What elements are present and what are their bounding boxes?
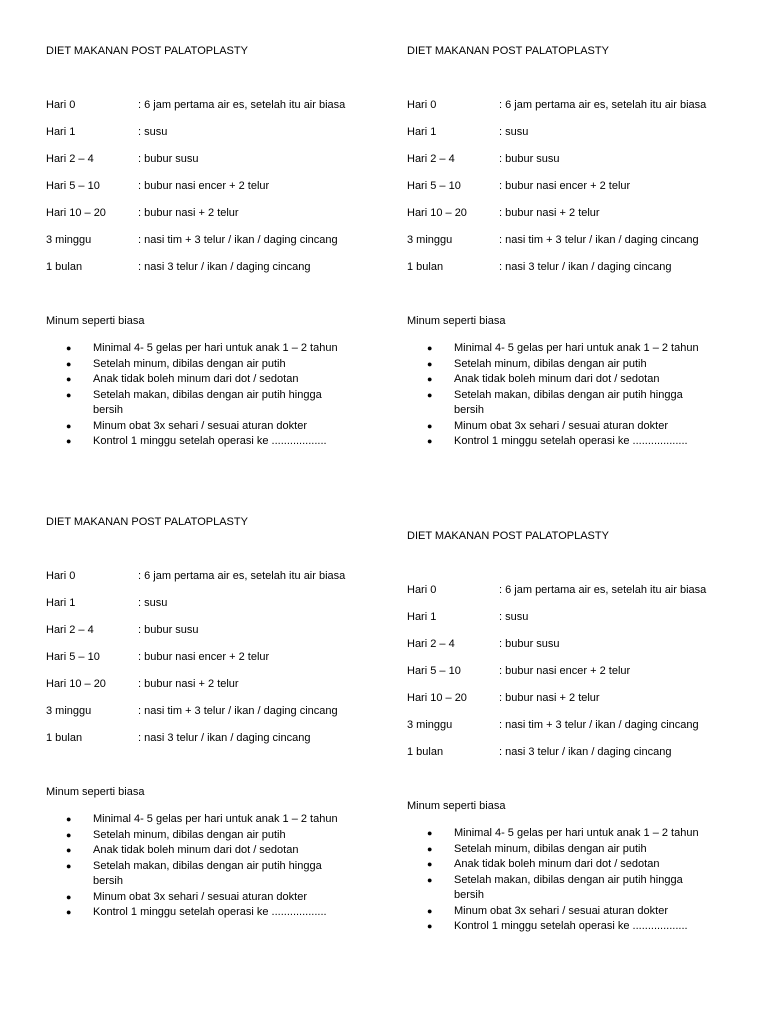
schedule-day: Hari 0 — [46, 570, 76, 582]
schedule-row — [407, 152, 747, 167]
list-item — [407, 842, 747, 858]
schedule-food: : nasi 3 telur / ikan / daging cincang — [138, 261, 311, 273]
instruction-text: Kontrol 1 minggu setelah operasi ke .................. — [93, 435, 327, 447]
card-title: DIET MAKANAN POST PALATOPLASTY — [407, 530, 609, 542]
schedule-day: 1 bulan — [407, 261, 444, 273]
schedule-row — [407, 233, 747, 248]
schedule-day: Hari 1 — [407, 611, 437, 623]
schedule-day: Hari 10 – 20 — [407, 692, 467, 704]
list-item — [407, 919, 747, 935]
bullet-icon: ● — [427, 843, 433, 854]
instruction-text: Setelah minum, dibilas dengan air putih — [454, 357, 647, 370]
list-item — [407, 857, 747, 873]
schedule-food: : nasi tim + 3 telur / ikan / daging cincang — [499, 234, 699, 246]
card-title: DIET MAKANAN POST PALATOPLASTY — [46, 516, 248, 528]
schedule-food: : nasi tim + 3 telur / ikan / daging cincang — [138, 234, 338, 246]
schedule-day: Hari 2 – 4 — [407, 153, 455, 165]
bullet-icon: ● — [66, 907, 72, 917]
instruction-text: Setelah minum, dibilas dengan air putih — [93, 828, 286, 841]
schedule-row — [46, 179, 386, 194]
bullet-icon: ● — [66, 389, 72, 400]
bullet-icon: ● — [66, 358, 72, 369]
instruction-text: Minimal 4- 5 gelas per hari untuk anak 1 – 2 tahun — [93, 342, 338, 354]
instruction-list — [407, 826, 747, 935]
instruction-text: Kontrol 1 minggu setelah operasi ke .................. — [454, 435, 688, 447]
schedule-row — [46, 125, 386, 140]
bullet-icon: ● — [66, 860, 72, 871]
list-item — [46, 341, 386, 357]
schedule-row — [407, 718, 747, 733]
instruction-text: Kontrol 1 minggu setelah operasi ke .................. — [454, 920, 688, 932]
list-item — [407, 372, 747, 388]
schedule-row — [46, 206, 386, 221]
bullet-icon: ● — [427, 874, 433, 885]
bullet-icon: ● — [427, 420, 433, 431]
schedule-food: : 6 jam pertama air es, setelah itu air biasa — [499, 584, 707, 596]
schedule-day: Hari 0 — [407, 584, 437, 596]
list-item — [46, 419, 386, 435]
bullet-icon: ● — [66, 829, 72, 840]
schedule-day: Hari 2 – 4 — [46, 624, 94, 636]
schedule-food: : susu — [499, 611, 529, 623]
schedule-row — [46, 623, 386, 638]
schedule-row — [407, 691, 747, 706]
instruction-text: Setelah minum, dibilas dengan air putih — [454, 842, 647, 855]
schedule-day: 1 bulan — [46, 732, 83, 744]
schedule-food: : bubur nasi encer + 2 telur — [499, 180, 631, 192]
drink-heading: Minum seperti biasa — [407, 315, 506, 327]
list-item — [46, 890, 386, 906]
list-item — [46, 357, 386, 373]
schedule-day: Hari 10 – 20 — [46, 207, 106, 219]
instruction-text: Minimal 4- 5 gelas per hari untuk anak 1 – 2 tahun — [93, 813, 338, 825]
schedule-row — [407, 583, 747, 598]
instruction-text: Anak tidak boleh minum dari dot / sedotan — [93, 844, 299, 856]
schedule-row — [46, 233, 386, 248]
diet-card-3 — [46, 515, 386, 921]
bullet-icon: ● — [427, 905, 433, 916]
instruction-text: Minum obat 3x sehari / sesuai aturan dokter — [93, 890, 308, 903]
instruction-text: Setelah makan, dibilas dengan air putih hingga bersih — [93, 859, 322, 887]
schedule-day: Hari 1 — [46, 597, 76, 609]
list-item — [46, 434, 386, 450]
schedule-day: Hari 1 — [407, 126, 437, 138]
instruction-text: Anak tidak boleh minum dari dot / sedotan — [93, 373, 299, 385]
diet-card-4 — [407, 529, 747, 935]
bullet-icon: ● — [427, 389, 433, 400]
schedule-day: Hari 2 – 4 — [46, 153, 94, 165]
bullet-icon: ● — [427, 343, 433, 353]
drink-heading: Minum seperti biasa — [46, 315, 145, 327]
schedule-day: 1 bulan — [46, 261, 83, 273]
schedule-food: : nasi 3 telur / ikan / daging cincang — [138, 732, 311, 744]
schedule-day: Hari 5 – 10 — [46, 180, 100, 192]
instruction-text: Anak tidak boleh minum dari dot / sedotan — [454, 373, 660, 385]
instruction-list — [46, 341, 386, 450]
list-item — [46, 388, 386, 419]
instruction-text: Minum obat 3x sehari / sesuai aturan dokter — [93, 419, 308, 432]
schedule-row — [46, 260, 386, 275]
schedule-row — [407, 125, 747, 140]
schedule-food: : bubur nasi + 2 telur — [499, 207, 600, 219]
schedule-day: Hari 5 – 10 — [407, 665, 461, 677]
schedule-food: : bubur nasi + 2 telur — [499, 692, 600, 704]
diet-schedule — [46, 569, 386, 746]
list-item — [46, 372, 386, 388]
list-item — [46, 828, 386, 844]
schedule-day: Hari 10 – 20 — [46, 678, 106, 690]
schedule-food: : bubur susu — [138, 153, 199, 165]
schedule-row — [407, 98, 747, 113]
list-item — [407, 873, 747, 904]
schedule-food: : 6 jam pertama air es, setelah itu air biasa — [138, 99, 346, 111]
schedule-food: : bubur susu — [499, 638, 560, 650]
schedule-row — [46, 596, 386, 611]
schedule-food: : bubur nasi encer + 2 telur — [138, 651, 270, 663]
schedule-row — [46, 152, 386, 167]
schedule-day: Hari 0 — [407, 99, 437, 111]
instruction-list — [407, 341, 747, 450]
bullet-icon: ● — [66, 814, 72, 824]
schedule-food: : susu — [499, 126, 529, 138]
schedule-food: : susu — [138, 126, 168, 138]
diet-schedule — [407, 98, 747, 275]
schedule-row — [46, 704, 386, 719]
list-item — [407, 341, 747, 357]
card-title: DIET MAKANAN POST PALATOPLASTY — [46, 45, 248, 57]
schedule-day: Hari 10 – 20 — [407, 207, 467, 219]
schedule-day: 3 minggu — [46, 705, 92, 717]
bullet-icon: ● — [66, 845, 72, 855]
list-item — [46, 905, 386, 921]
list-item — [407, 419, 747, 435]
bullet-icon: ● — [66, 420, 72, 431]
diet-schedule — [407, 583, 747, 760]
schedule-food: : nasi tim + 3 telur / ikan / daging cincang — [499, 719, 699, 731]
schedule-food: : bubur susu — [138, 624, 199, 636]
bullet-icon: ● — [427, 828, 433, 838]
schedule-food: : bubur nasi + 2 telur — [138, 678, 239, 690]
instruction-list — [46, 812, 386, 921]
diet-card-1 — [46, 44, 386, 450]
bullet-icon: ● — [427, 374, 433, 384]
schedule-food: : nasi tim + 3 telur / ikan / daging cincang — [138, 705, 338, 717]
schedule-row — [46, 98, 386, 113]
schedule-food: : nasi 3 telur / ikan / daging cincang — [499, 746, 672, 758]
instruction-text: Minum obat 3x sehari / sesuai aturan dokter — [454, 419, 669, 432]
schedule-food: : susu — [138, 597, 168, 609]
schedule-day: Hari 0 — [46, 99, 76, 111]
bullet-icon: ● — [66, 343, 72, 353]
list-item — [407, 388, 747, 419]
schedule-row — [46, 650, 386, 665]
schedule-food: : bubur nasi + 2 telur — [138, 207, 239, 219]
list-item — [407, 357, 747, 373]
schedule-day: 3 minggu — [407, 234, 453, 246]
schedule-day: Hari 1 — [46, 126, 76, 138]
instruction-text: Setelah makan, dibilas dengan air putih hingga bersih — [454, 873, 683, 901]
list-item — [407, 826, 747, 842]
bullet-icon: ● — [427, 358, 433, 369]
schedule-row — [407, 610, 747, 625]
schedule-row — [407, 260, 747, 275]
drink-heading: Minum seperti biasa — [46, 786, 145, 798]
schedule-day: Hari 5 – 10 — [46, 651, 100, 663]
schedule-food: : bubur nasi encer + 2 telur — [499, 665, 631, 677]
instruction-text: Minum obat 3x sehari / sesuai aturan dokter — [454, 904, 669, 917]
instruction-text: Setelah makan, dibilas dengan air putih hingga bersih — [454, 388, 683, 416]
schedule-row — [407, 206, 747, 221]
schedule-day: 3 minggu — [46, 234, 92, 246]
list-item — [46, 812, 386, 828]
list-item — [46, 843, 386, 859]
bullet-icon: ● — [66, 374, 72, 384]
schedule-row — [407, 637, 747, 652]
diet-card-2 — [407, 44, 747, 450]
schedule-row — [407, 179, 747, 194]
instruction-text: Anak tidak boleh minum dari dot / sedotan — [454, 858, 660, 870]
bullet-icon: ● — [66, 891, 72, 902]
schedule-food: : bubur nasi encer + 2 telur — [138, 180, 270, 192]
list-item — [407, 434, 747, 450]
diet-schedule — [46, 98, 386, 275]
instruction-text: Setelah minum, dibilas dengan air putih — [93, 357, 286, 370]
schedule-food: : 6 jam pertama air es, setelah itu air biasa — [499, 99, 707, 111]
schedule-row — [407, 664, 747, 679]
schedule-day: 3 minggu — [407, 719, 453, 731]
schedule-row — [46, 677, 386, 692]
bullet-icon: ● — [427, 859, 433, 869]
schedule-row — [46, 731, 386, 746]
bullet-icon: ● — [427, 436, 433, 446]
bullet-icon: ● — [427, 921, 433, 931]
instruction-text: Setelah makan, dibilas dengan air putih hingga bersih — [93, 388, 322, 416]
schedule-day: 1 bulan — [407, 746, 444, 758]
instruction-text: Kontrol 1 minggu setelah operasi ke .................. — [93, 906, 327, 918]
instruction-text: Minimal 4- 5 gelas per hari untuk anak 1 – 2 tahun — [454, 342, 699, 354]
schedule-day: Hari 2 – 4 — [407, 638, 455, 650]
list-item — [407, 904, 747, 920]
list-item — [46, 859, 386, 890]
schedule-food: : bubur susu — [499, 153, 560, 165]
schedule-row — [407, 745, 747, 760]
schedule-day: Hari 5 – 10 — [407, 180, 461, 192]
schedule-food: : nasi 3 telur / ikan / daging cincang — [499, 261, 672, 273]
bullet-icon: ● — [66, 436, 72, 446]
card-title: DIET MAKANAN POST PALATOPLASTY — [407, 45, 609, 57]
schedule-row — [46, 569, 386, 584]
instruction-text: Minimal 4- 5 gelas per hari untuk anak 1 – 2 tahun — [454, 827, 699, 839]
schedule-food: : 6 jam pertama air es, setelah itu air biasa — [138, 570, 346, 582]
drink-heading: Minum seperti biasa — [407, 800, 506, 812]
